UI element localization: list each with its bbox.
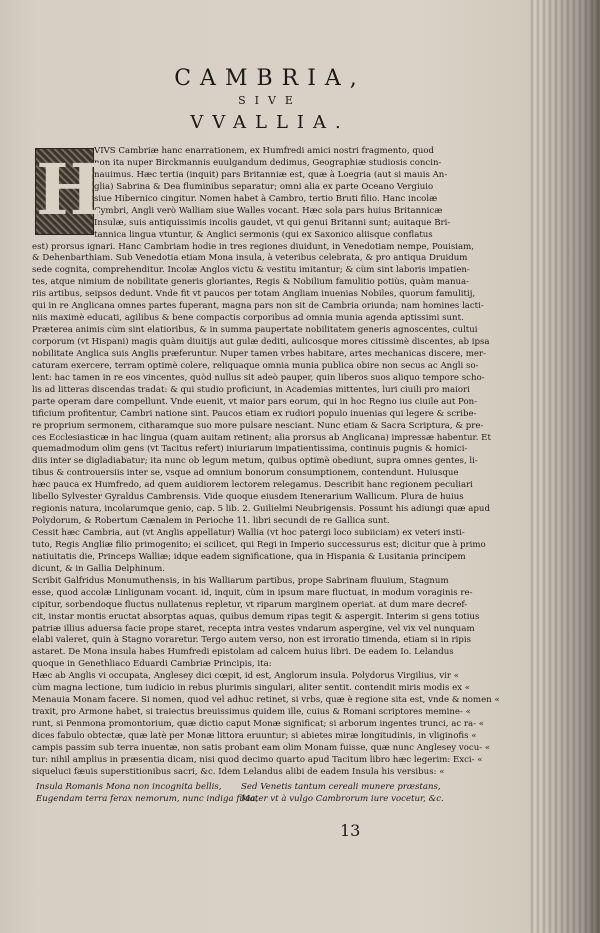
text-line: corporum (vt Hispani) magis quàm diuitijs aut gulæ dediti, aulicosque mores citissimè discentes, ab ipsa bbox=[32, 337, 490, 347]
text-line: est) prorsus ignari. Hanc Cambriam hodie in tres regiones diuidunt, in Venedotiam nempe, Pouisiam, bbox=[32, 241, 475, 252]
text-line: diis inter se digladiabatur; ita nunc ob legum metum, quibus optimè obediunt, supra omnes gentes, li- bbox=[32, 456, 478, 467]
text-line: Cymbri, Angli verò Walliam siue Walles vocant. Hæc sola pars huius Britannicæ bbox=[94, 205, 443, 216]
text-line: cipitur, sorbendoque fluctus nullatenus repletur, vt riparum marginem operiat. at dum mare decref- bbox=[32, 599, 468, 610]
text-line: tuto, Regis Angliæ filio primogenito; ei scilicet, qui Regi in Imperio successurus est; dicitur que à primo bbox=[32, 539, 486, 550]
text-line: hæc pauca ex Humfredo, ad quem auidiorem lectorem relegamus. Describit hanc regionem peculiari bbox=[32, 480, 473, 491]
text-line: natiuitatis die, Princeps Walliæ; idque eadem significatione, qua in Hispania & Lusitania principem bbox=[32, 551, 466, 562]
text-line: astaret. De Mona insula habes Humfredi epistolam ad calcem huius libri. De eadem Io. Lelandus bbox=[32, 647, 454, 658]
text-line: & Dehenbarthiam. Sub Venedotia etiam Mona insula, à veteribus celebrata, & pro antiqua Druidum bbox=[32, 253, 468, 264]
decorated-initial bbox=[35, 148, 103, 235]
page-subtitle: VVALLIA. bbox=[190, 112, 350, 133]
page-title: CAMBRIA, bbox=[174, 66, 366, 91]
verse-right: Mater vt à vulgo Cambrorum iure vocetur, &c. bbox=[241, 794, 444, 805]
text-line: tibus & controuersiis inter se, vsque ad omnium bonorum consumptionem, contendunt. Huiusque bbox=[32, 468, 459, 479]
text-line: quemadmodum olim gens (vt Tacitus refert) iniuriarum impatientissima, continuis pugnis & homici- bbox=[32, 444, 468, 455]
text-line: Præterea animis cùm sint elatioribus, & in summa paupertate nobilitatem generis agnoscentes, cultui bbox=[32, 325, 478, 336]
text-line: patriæ illius aduersa facie prope staret, recepta intra vestes vndarum aspergine, vel vix vel nunquam bbox=[32, 623, 475, 634]
text-line: regionis natura, incolarumque genio, cap. 5 lib. 2. Guilielmi Neubrigensis. Possunt his adiungi quæ apud bbox=[32, 504, 490, 515]
text-line: libello Sylvester Gyraldus Cambrensis. Vide quoque eiusdem Itenerarium Wallicum. Plura de huius bbox=[32, 492, 464, 503]
text-line: sede cognita, comprehenditur. Incolæ Anglos victu & vestitu imitantur; & cùm sint laboris impatien- bbox=[32, 265, 470, 276]
text-line: parte operam dare compellunt. Vnde euenit, vt maior pars eorum, qui in hoc Regno ius ciuile aut Pon- bbox=[32, 396, 478, 407]
text-line: qui in re Anglicana omnes partes fuperant, magna pars non sit de Cambria oriunda; nam homines lacti- bbox=[32, 301, 484, 312]
initial-letter: H bbox=[36, 148, 103, 231]
text-line: Insulæ, suis antiquissimis incolis gaudet, vt qui genui Britanni sunt; auitaque Bri- bbox=[94, 217, 451, 228]
text-line: Scribit Galfridus Monumuthensis, in his Walliarum partibus, prope Sabrinam fluuium, Stagnum bbox=[32, 575, 449, 586]
text-line: riis artibus, seipsos dedunt. Vnde fit vt paucos per totam Angliam inuenias Nobiles, quorum famulitij, bbox=[32, 289, 476, 300]
title-conjunction: SIVE bbox=[238, 94, 302, 107]
text-line: campis passim sub terra inuentæ, non satis probant eam olim Monam fuisse, quæ nunc Anglesey vocu- « bbox=[32, 742, 491, 753]
text-line: tur: nihil amplius in præsentia dicam, nisi quod decimo quarto apud Tacitum libro hæc legerim: Exci- « bbox=[32, 754, 483, 765]
text-line: dices fabulo obtectæ, quæ latè per Monæ littora eruuntur; si abietes miræ longitudinis, in vliginofis « bbox=[32, 730, 477, 741]
text-line: runt, si Penmona promontorium, quæ dictio caput Monæ significat; si arborum ingentes trunci, ac ra- « bbox=[32, 719, 485, 729]
text-line: re proprium sermonem, citharamque suo more pulsare nesciant. Nunc etiam & Sacra Scriptura, & pre- bbox=[32, 420, 484, 431]
text-line: siqueluci fæuis superstitionibus sacri, &c. Idem Lelandus alibi de eadem Insula his versibus: « bbox=[32, 766, 445, 777]
text-line: siue Hibernico cingitur. Nomen habet à Cambro, tertio Bruti filio. Hanc incolæ bbox=[94, 193, 438, 204]
text-line: Menauia Monam facere. Si nomen, quod vel adhuc retinet, si vrbs, quæ è regione sita est, vnde & nomen « bbox=[32, 695, 500, 706]
text-line: quoque in Genethliaco Eduardi Cambriæ Principis, ita: bbox=[32, 659, 272, 670]
page-number: 13 bbox=[340, 821, 361, 841]
text-line: niis maximè educati, agilibus & bene compactis corporibus ad omnia munia agenda aptissimi sunt. bbox=[32, 313, 464, 324]
text-line: glia) Sabrina & Dea fluminibus separatur; omni alia ex parte Oceano Vergiuio bbox=[94, 181, 434, 192]
verse-row bbox=[36, 793, 506, 805]
text-line: Hæc ab Anglis vi occupata, Anglesey dici cœpit, id est, Anglorum insula. Polydorus Virgilius, vir « bbox=[32, 671, 459, 682]
text-line: lent: hac tamen in re eos vincentes, quòd nullus sit adeò pauper, quin liberos suos aliquo tempore scho- bbox=[32, 372, 485, 383]
text-line: non ita nuper Birckmannis euulgandum dedimus, Geographiæ studiosis concin- bbox=[94, 157, 442, 168]
text-line: tannica lingua vtuntur, & Anglici sermonis (qui ex Saxonico aliisque conflatus bbox=[94, 229, 433, 240]
verse-left: Eugendam terra ferax nemorum, nunc indiga filua, bbox=[36, 794, 259, 805]
verse-left: Insula Romanis Mona non incognita bellis, bbox=[36, 782, 222, 793]
text-line: cit, instar montis eructat absorptas aquas, quibus demum ripas tegit & aspergit. Interim si gens totius bbox=[32, 611, 480, 622]
text-line: ces Ecclesiasticæ in hac lingua (quam auitam retinent; alia prorsus ab Anglicana) impressæ habentur. Et bbox=[32, 432, 491, 443]
text-line: VIVS Cambriæ hanc enarrationem, ex Humfredi amici nostri fragmento, quod bbox=[94, 146, 435, 156]
text-line: nobilitate Anglica suis Anglis præferuntur. Nuper tamen vrbes habitare, artes mechanicas discere, mer- bbox=[32, 348, 487, 359]
text-line: tes, atque nimium de nobilitate generis gloriantes, Regis & Nobilium famulitio potiùs, quàm manua- bbox=[32, 277, 470, 288]
text-line: lis ad litteras discendas tradat: & qui studio proficiunt, in Academias mittentes, luri ciuili pro maiori bbox=[32, 384, 470, 395]
text-line: Cessit hæc Cambria, aut (vt Anglis appellatur) Wallia (vt hoc patergi loco subiiciam) ex veteri insti- bbox=[32, 528, 465, 538]
verse-right: Sed Venetis tantum cereali munere præstans, bbox=[241, 782, 441, 793]
text-line: nauimus. Hæc tertia (inquit) pars Britanniæ est, quæ à Loegria (aut si mauis An- bbox=[94, 169, 448, 180]
page-gutter-shadow bbox=[530, 0, 600, 933]
text-line: esse, quod accolæ Linligunam vocant. id, inquit, cùm in ipsum mare fluctuat, in modum voraginis re- bbox=[32, 587, 473, 598]
verse-block bbox=[36, 781, 506, 805]
text-line: cùm magna lectione, tum iudicio in rebus plurimis singulari, aliter sentit. contendit miris modis ex « bbox=[32, 683, 471, 694]
text-line: Polydorum, & Robertum Cænalem in Perioche 11. libri secundi de re Gallica sunt. bbox=[32, 516, 390, 527]
text-line: dicunt, & in Gallia Delphinum. bbox=[32, 563, 165, 574]
text-line: elabi valeret, quin à Stagno voraretur. Tergo autem verso, non est irroratio timenda, etiam si in ripis bbox=[32, 635, 471, 646]
body-text bbox=[32, 146, 518, 779]
text-line: traxit, pro Armone habet, si traiectus breuissimus quidem ille, cuius & Romani scriptores memine- « bbox=[32, 707, 471, 718]
text-line: caturam exercere, terram optimè colere, reliquaque omnia munia publica obire non secus ac Angli so- bbox=[32, 360, 479, 371]
text-line: tificium profitentur, Cambri natione sint. Paucos etiam ex rudiori populo inuenias qui legere & scribe- bbox=[32, 408, 477, 419]
verse-row bbox=[36, 781, 506, 793]
